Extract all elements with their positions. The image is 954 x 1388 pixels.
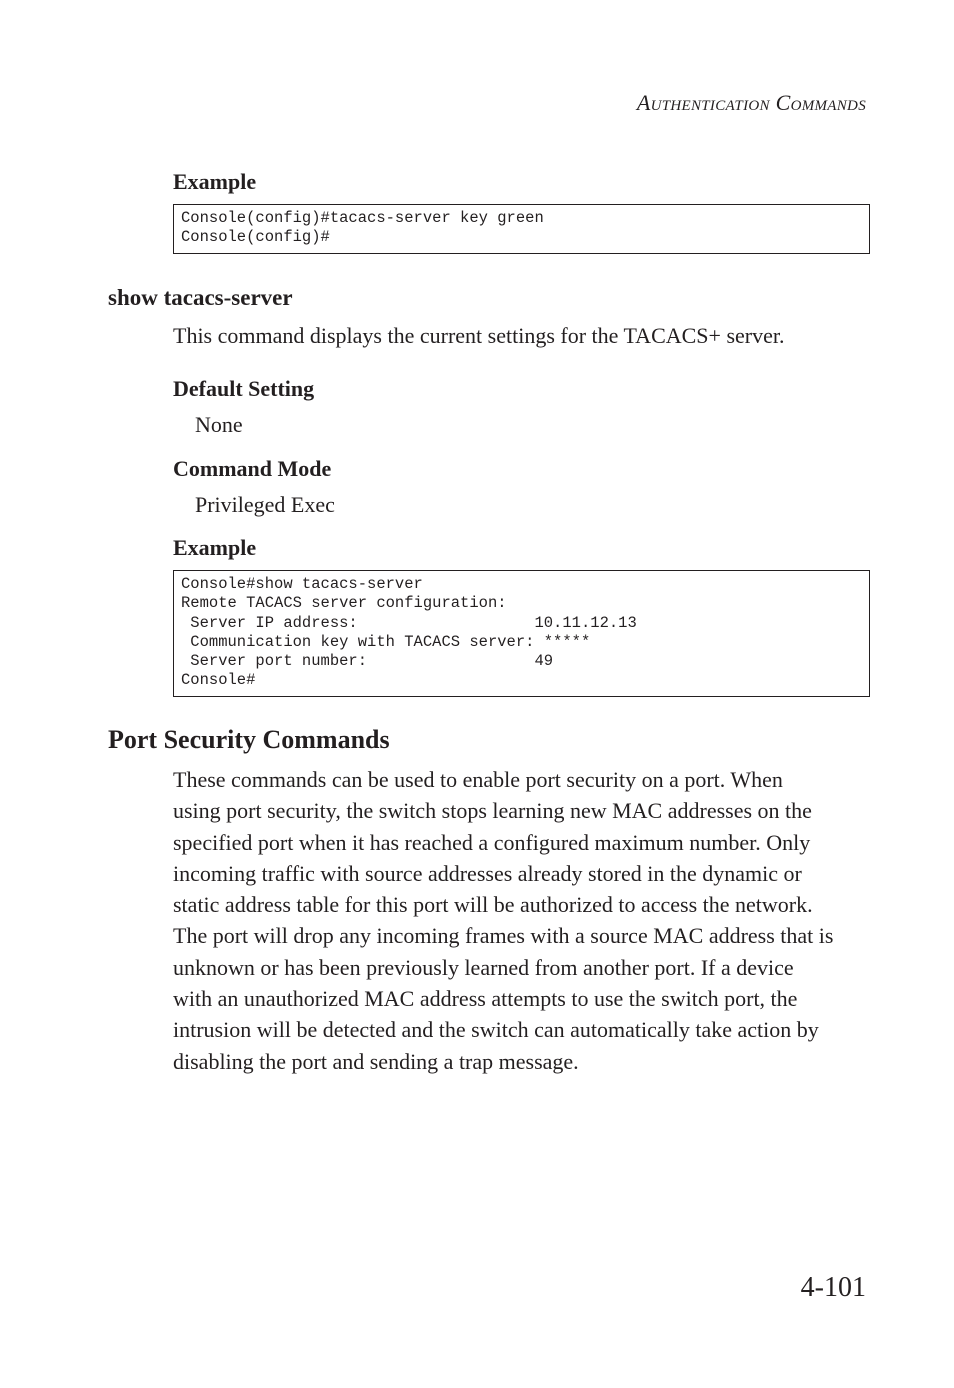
paragraph-line: unknown or has been previously learned from another port. If a device: [173, 954, 794, 980]
command-description: This command displays the current settings for the TACACS+ server.: [173, 323, 785, 348]
example-label: Example: [173, 535, 257, 560]
paragraph-line: using port security, the switch stops learning new MAC addresses on the: [173, 798, 812, 824]
section-paragraph: [173, 764, 873, 1077]
code-line: Console(config)#: [181, 228, 330, 247]
paragraph-line: disabling the port and sending a trap message.: [173, 1048, 579, 1074]
code-line: Console#show tacacs-server: [181, 575, 423, 593]
command-mode-label: Command Mode: [173, 456, 332, 481]
paragraph-line: incoming traffic with source addresses already stored in the dynamic or: [173, 860, 802, 886]
code-line: Console(config)#tacacs-server key green: [181, 209, 544, 227]
command-mode-value: Privileged Exec: [195, 492, 335, 517]
paragraph-line: The port will drop any incoming frames with a source MAC address that is: [173, 923, 834, 949]
paragraph-line: intrusion will be detected and the switch can automatically take action by: [173, 1017, 819, 1043]
code-example-tacacs-key: [173, 204, 870, 254]
code-line: Server port number: 49: [181, 652, 554, 671]
default-setting-label: Default Setting: [173, 376, 315, 401]
paragraph-line: with an unauthorized MAC address attempts to use the switch port, the: [173, 986, 798, 1012]
example-label: Example: [173, 169, 257, 194]
code-example-show-tacacs: [173, 570, 870, 697]
paragraph-line: These commands can be used to enable port security on a port. When: [173, 767, 783, 792]
paragraph-line: static address table for this port will be authorized to access the network.: [173, 892, 813, 918]
section-heading: Port Security Commands: [108, 725, 390, 754]
running-header: Authentication Commands: [636, 90, 866, 115]
command-heading: show tacacs-server: [108, 285, 293, 310]
code-line: Communication key with TACACS server: *****: [181, 632, 591, 651]
paragraph-line: specified port when it has reached a configured maximum number. Only: [173, 829, 811, 855]
code-line: Server IP address: 10.11.12.13: [181, 613, 637, 632]
page-number: 4-101: [800, 1272, 866, 1303]
code-line: Console#: [181, 671, 256, 690]
default-setting-value: None: [195, 412, 243, 437]
code-line: Remote TACACS server configuration:: [181, 594, 507, 613]
